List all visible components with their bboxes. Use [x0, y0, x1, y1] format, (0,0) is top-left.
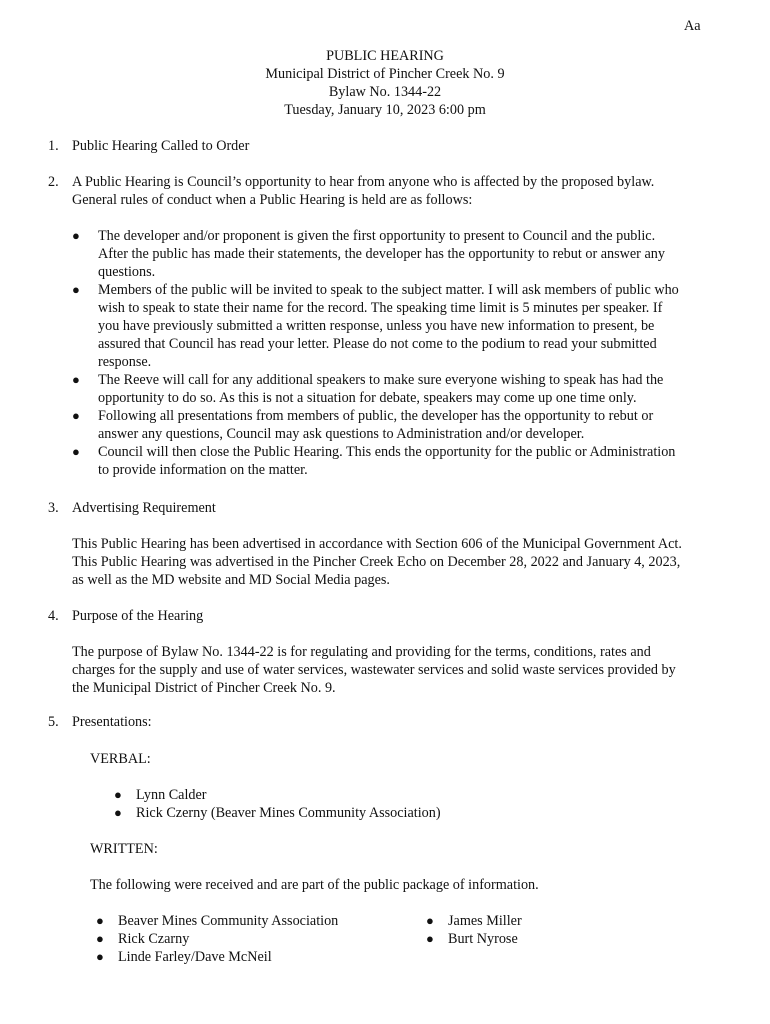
item-5-number: 5. — [48, 714, 59, 730]
verbal-label: VERBAL: — [90, 751, 151, 767]
presenter-name: Rick Czerny (Beaver Mines Community Association) — [136, 805, 441, 821]
rule-item — [72, 227, 732, 281]
written-item — [96, 912, 396, 930]
rule-line: The developer and/or proponent is given the first opportunity to present to Council and the public. — [98, 228, 656, 244]
item-2-line: A Public Hearing is Council’s opportunity to hear from anyone who is affected by the proposed bylaw. — [72, 174, 655, 190]
written-intro: The following were received and are part of the public package of information. — [90, 877, 539, 893]
written-item — [426, 930, 676, 948]
item-3-title: Advertising Requirement — [72, 500, 216, 516]
paragraph-line: This Public Hearing was advertised in the Pincher Creek Echo on December 28, 2022 and January 4, 2023, — [72, 554, 681, 570]
written-list-left — [96, 912, 396, 966]
paragraph-line: as well as the MD website and MD Social Media pages. — [72, 572, 390, 588]
document-header — [0, 47, 770, 119]
paragraph-line: This Public Hearing has been advertised in accordance with Section 606 of the Municipal Government Act. — [72, 536, 682, 552]
bullet-icon: ● — [96, 931, 104, 946]
verbal-item — [114, 786, 614, 804]
rule-item — [72, 407, 732, 443]
bullet-icon: ● — [72, 372, 80, 387]
bullet-icon: ● — [114, 805, 122, 820]
written-item — [96, 930, 396, 948]
written-list-right — [426, 912, 676, 948]
rule-line: you have previously submitted a written response, unless you have new information to present, be — [98, 318, 655, 334]
bullet-icon: ● — [72, 408, 80, 423]
rule-line: assured that Council has read your letter. Please do not come to the podium to read your submitted — [98, 336, 657, 352]
rule-line: Members of the public will be invited to speak to the subject matter. I will ask members of public who — [98, 282, 679, 298]
rule-line: The Reeve will call for any additional speakers to make sure everyone wishing to speak has had the — [98, 372, 664, 388]
written-label: WRITTEN: — [90, 841, 158, 857]
verbal-list — [114, 786, 614, 822]
bullet-icon: ● — [426, 931, 434, 946]
submitter-name: Beaver Mines Community Association — [118, 913, 339, 929]
purpose-paragraph — [72, 643, 737, 697]
written-item — [426, 912, 676, 930]
rule-line: response. — [98, 354, 152, 370]
item-1-number: 1. — [48, 138, 59, 154]
rule-line: After the public has made their statements, the developer has the opportunity to rebut or answer any — [98, 246, 665, 262]
rule-item — [72, 443, 732, 479]
presenter-name: Lynn Calder — [136, 787, 207, 803]
bullet-icon: ● — [114, 787, 122, 802]
bullet-icon: ● — [72, 444, 80, 459]
rule-line: wish to speak to state their name for the record. The speaking time limit is 5 minutes per speaker. If — [98, 300, 663, 316]
bullet-icon: ● — [426, 913, 434, 928]
item-2-text — [72, 173, 732, 209]
bullet-icon: ● — [96, 949, 104, 964]
header-title: PUBLIC HEARING — [326, 48, 444, 64]
corner-mark: Aa — [684, 18, 701, 34]
item-2-line: General rules of conduct when a Public Hearing is held are as follows: — [72, 192, 473, 208]
item-4-title: Purpose of the Hearing — [72, 608, 204, 624]
item-5-title: Presentations: — [72, 714, 152, 730]
paragraph-line: The purpose of Bylaw No. 1344-22 is for regulating and providing for the terms, conditions, rates and — [72, 644, 651, 660]
submitter-name: Rick Czarny — [118, 931, 190, 947]
bullet-icon: ● — [72, 228, 80, 243]
rule-item — [72, 281, 732, 371]
submitter-name: Burt Nyrose — [448, 931, 518, 947]
rules-list — [72, 227, 732, 479]
submitter-name: James Miller — [448, 913, 522, 929]
written-item — [96, 948, 396, 966]
header-bylaw: Bylaw No. 1344-22 — [328, 84, 442, 100]
item-4-number: 4. — [48, 608, 59, 624]
verbal-item — [114, 804, 614, 822]
item-3-number: 3. — [48, 500, 59, 516]
advertising-paragraph — [72, 535, 737, 589]
rule-line: Council will then close the Public Hearing. This ends the opportunity for the public or Administration — [98, 444, 676, 460]
bullet-icon: ● — [72, 282, 80, 297]
rule-line: questions. — [98, 264, 156, 280]
header-organization: Municipal District of Pincher Creek No. 9 — [265, 66, 505, 82]
rule-line: to provide information on the matter. — [98, 462, 308, 478]
item-1-title: Public Hearing Called to Order — [72, 138, 250, 154]
paragraph-line: the Municipal District of Pincher Creek No. 9. — [72, 680, 336, 696]
rule-line: opportunity to do so. As this is not a situation for debate, speakers may come up one time only. — [98, 390, 637, 406]
bullet-icon: ● — [96, 913, 104, 928]
rule-line: Following all presentations from members of public, the developer has the opportunity to rebut or — [98, 408, 654, 424]
rule-item — [72, 371, 732, 407]
submitter-name: Linde Farley/Dave McNeil — [118, 949, 272, 965]
header-date: Tuesday, January 10, 2023 6:00 pm — [284, 102, 486, 118]
item-2-number: 2. — [48, 174, 59, 190]
rule-line: answer any questions, Council may ask questions to Administration and/or developer. — [98, 426, 585, 442]
paragraph-line: charges for the supply and use of water services, wastewater services and solid waste services provided by — [72, 662, 676, 678]
